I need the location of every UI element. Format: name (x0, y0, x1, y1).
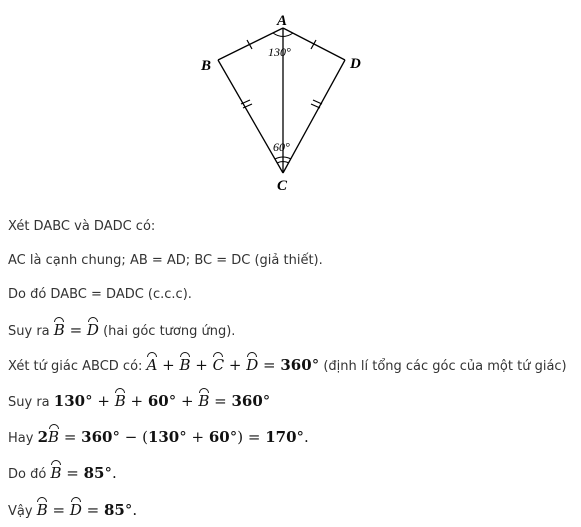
tick-dc-2 (311, 104, 320, 108)
math-b-value: B = 85°. (50, 464, 117, 482)
text-line-2 (8, 251, 323, 271)
text-line-8 (8, 463, 117, 485)
text-line-5 (8, 355, 567, 377)
text-line-4 (8, 320, 235, 342)
text-line-5-suffix: (định lí tổng các góc của một tứ giác) (319, 359, 567, 374)
math-conclusion: B = D = 85°. (36, 501, 138, 519)
side-dc (283, 60, 345, 173)
angle-label-c: 60° (273, 140, 290, 154)
text-line-4-suffix: (hai góc tương ứng). (98, 324, 236, 339)
text-line-6-prefix: Suy ra (8, 395, 54, 410)
text-line-1 (8, 217, 155, 237)
text-line-7 (8, 427, 309, 449)
text-line-3-content: Do đó DABC = DADC (c.c.c). (8, 287, 192, 302)
math-double-b: 2B = 360° − (130° + 60°) = 170°. (37, 428, 309, 446)
label-c: C (277, 178, 288, 194)
text-line-9 (8, 500, 137, 522)
text-line-3 (8, 285, 192, 305)
text-line-1-content: Xét DABC và DADC có: (8, 219, 156, 234)
text-line-5-prefix: Xét tứ giác ABCD có: (8, 359, 147, 374)
text-line-7-prefix: Hay (8, 431, 38, 446)
text-line-4-prefix: Suy ra (8, 324, 54, 339)
text-line-6 (8, 391, 270, 413)
math-b-equals-d: B = D (53, 321, 99, 339)
angle-label-a: 130° (268, 45, 291, 59)
math-substitution: 130° + B + 60° + B = 360° (53, 392, 271, 410)
tick-dc-1 (313, 100, 322, 104)
text-line-9-prefix: Vậy (8, 504, 37, 519)
math-angle-sum: A + B + C + D = 360° (146, 356, 320, 374)
text-line-8-prefix: Do đó (8, 467, 51, 482)
side-bc (218, 60, 283, 173)
label-d: D (350, 56, 361, 72)
label-b: B (201, 58, 212, 74)
label-a: A (277, 13, 288, 29)
tick-ab (247, 40, 252, 49)
kite-figure (0, 0, 581, 200)
text-line-2-content: AC là cạnh chung; AB = AD; BC = DC (giả thiết). (8, 253, 323, 268)
